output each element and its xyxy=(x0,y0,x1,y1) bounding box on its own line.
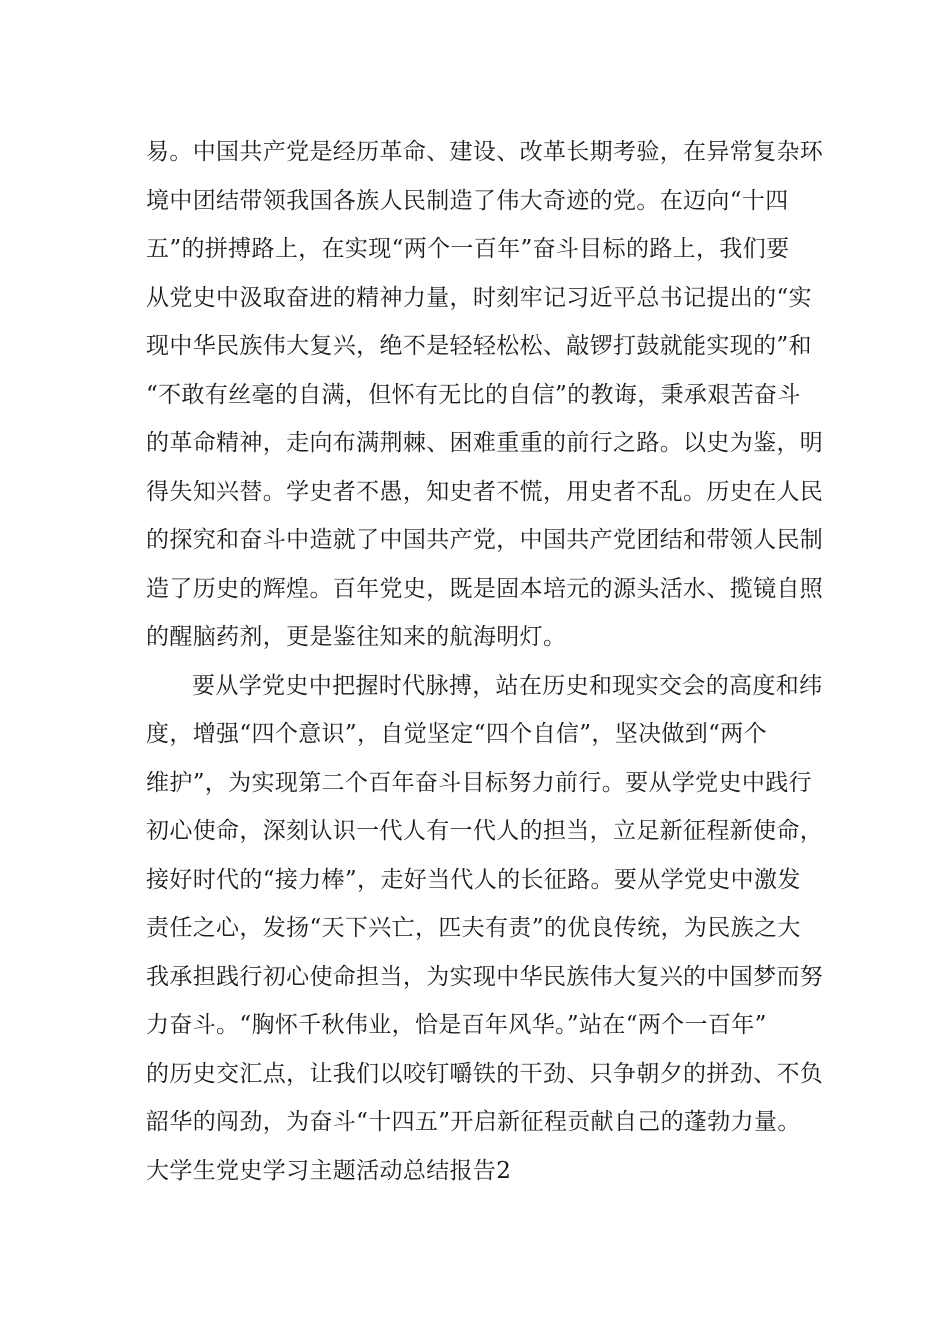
text-line: “不敢有丝毫的自满，但怀有无比的自信”的教诲，秉承艰苦奋斗 xyxy=(146,382,801,408)
text-line: 易。中国共产党是经历革命、建设、改革长期考验，在异常复杂环 xyxy=(146,139,824,165)
text-line: 从党史中汲取奋进的精神力量，时刻牢记习近平总书记提出的“实 xyxy=(146,285,812,311)
text-line: 责任之心，发扬“天下兴亡，匹夫有责”的优良传统，为民族之大 xyxy=(146,915,801,941)
text-line: 力奋斗。“胸怀千秋伟业，恰是百年风华。”站在“两个一百年” xyxy=(146,1012,767,1038)
text-line: 韶华的闯劲，为奋斗“十四五”开启新征程贡献自己的蓬勃力量。 xyxy=(146,1109,801,1135)
text-line: 五”的拼搏路上，在实现“两个一百年”奋斗目标的路上，我们要 xyxy=(146,236,790,262)
text-line: 初心使命，深刻认识一代人有一代人的担当，立足新征程新使命， xyxy=(146,818,824,844)
text-line: 境中团结带领我国各族人民制造了伟大奇迹的党。在迈向“十四 xyxy=(146,188,789,214)
text-line: 我承担践行初心使命担当，为实现中华民族伟大复兴的中国梦而努 xyxy=(146,964,824,990)
text-line: 造了历史的辉煌。百年党史，既是固本培元的源头活水、揽镜自照 xyxy=(146,576,824,602)
text-line: 维护”，为实现第二个百年奋斗目标努力前行。要从学党史中践行 xyxy=(146,770,812,796)
text-line: 的历史交汇点，让我们以咬钉嚼铁的干劲、只争朝夕的拼劲、不负 xyxy=(146,1061,824,1087)
paragraph-first-line: 要从学党史中把握时代脉搏，站在历史和现实交会的高度和纬 xyxy=(192,673,823,699)
text-line: 的革命精神，走向布满荆棘、困难重重的前行之路。以史为鉴，明 xyxy=(146,430,824,456)
text-line: 得失知兴替。学史者不愚，知史者不慌，用史者不乱。历史在人民 xyxy=(146,479,824,505)
text-line: 现中华民族伟大复兴，绝不是轻轻松松、敲锣打鼓就能实现的”和 xyxy=(146,333,812,359)
text-line: 的探究和奋斗中造就了中国共产党，中国共产党团结和带领人民制 xyxy=(146,527,824,553)
text-line: 接好时代的“接力棒”，走好当代人的长征路。要从学党史中激发 xyxy=(146,867,801,893)
text-line: 的醒脑药剂，更是鉴往知来的航海明灯。 xyxy=(146,624,567,650)
text-line: 度，增强“四个意识”，自觉坚定“四个自信”，坚决做到“两个 xyxy=(146,721,767,747)
section-heading: 大学生党史学习主题活动总结报告2 xyxy=(146,1158,512,1184)
